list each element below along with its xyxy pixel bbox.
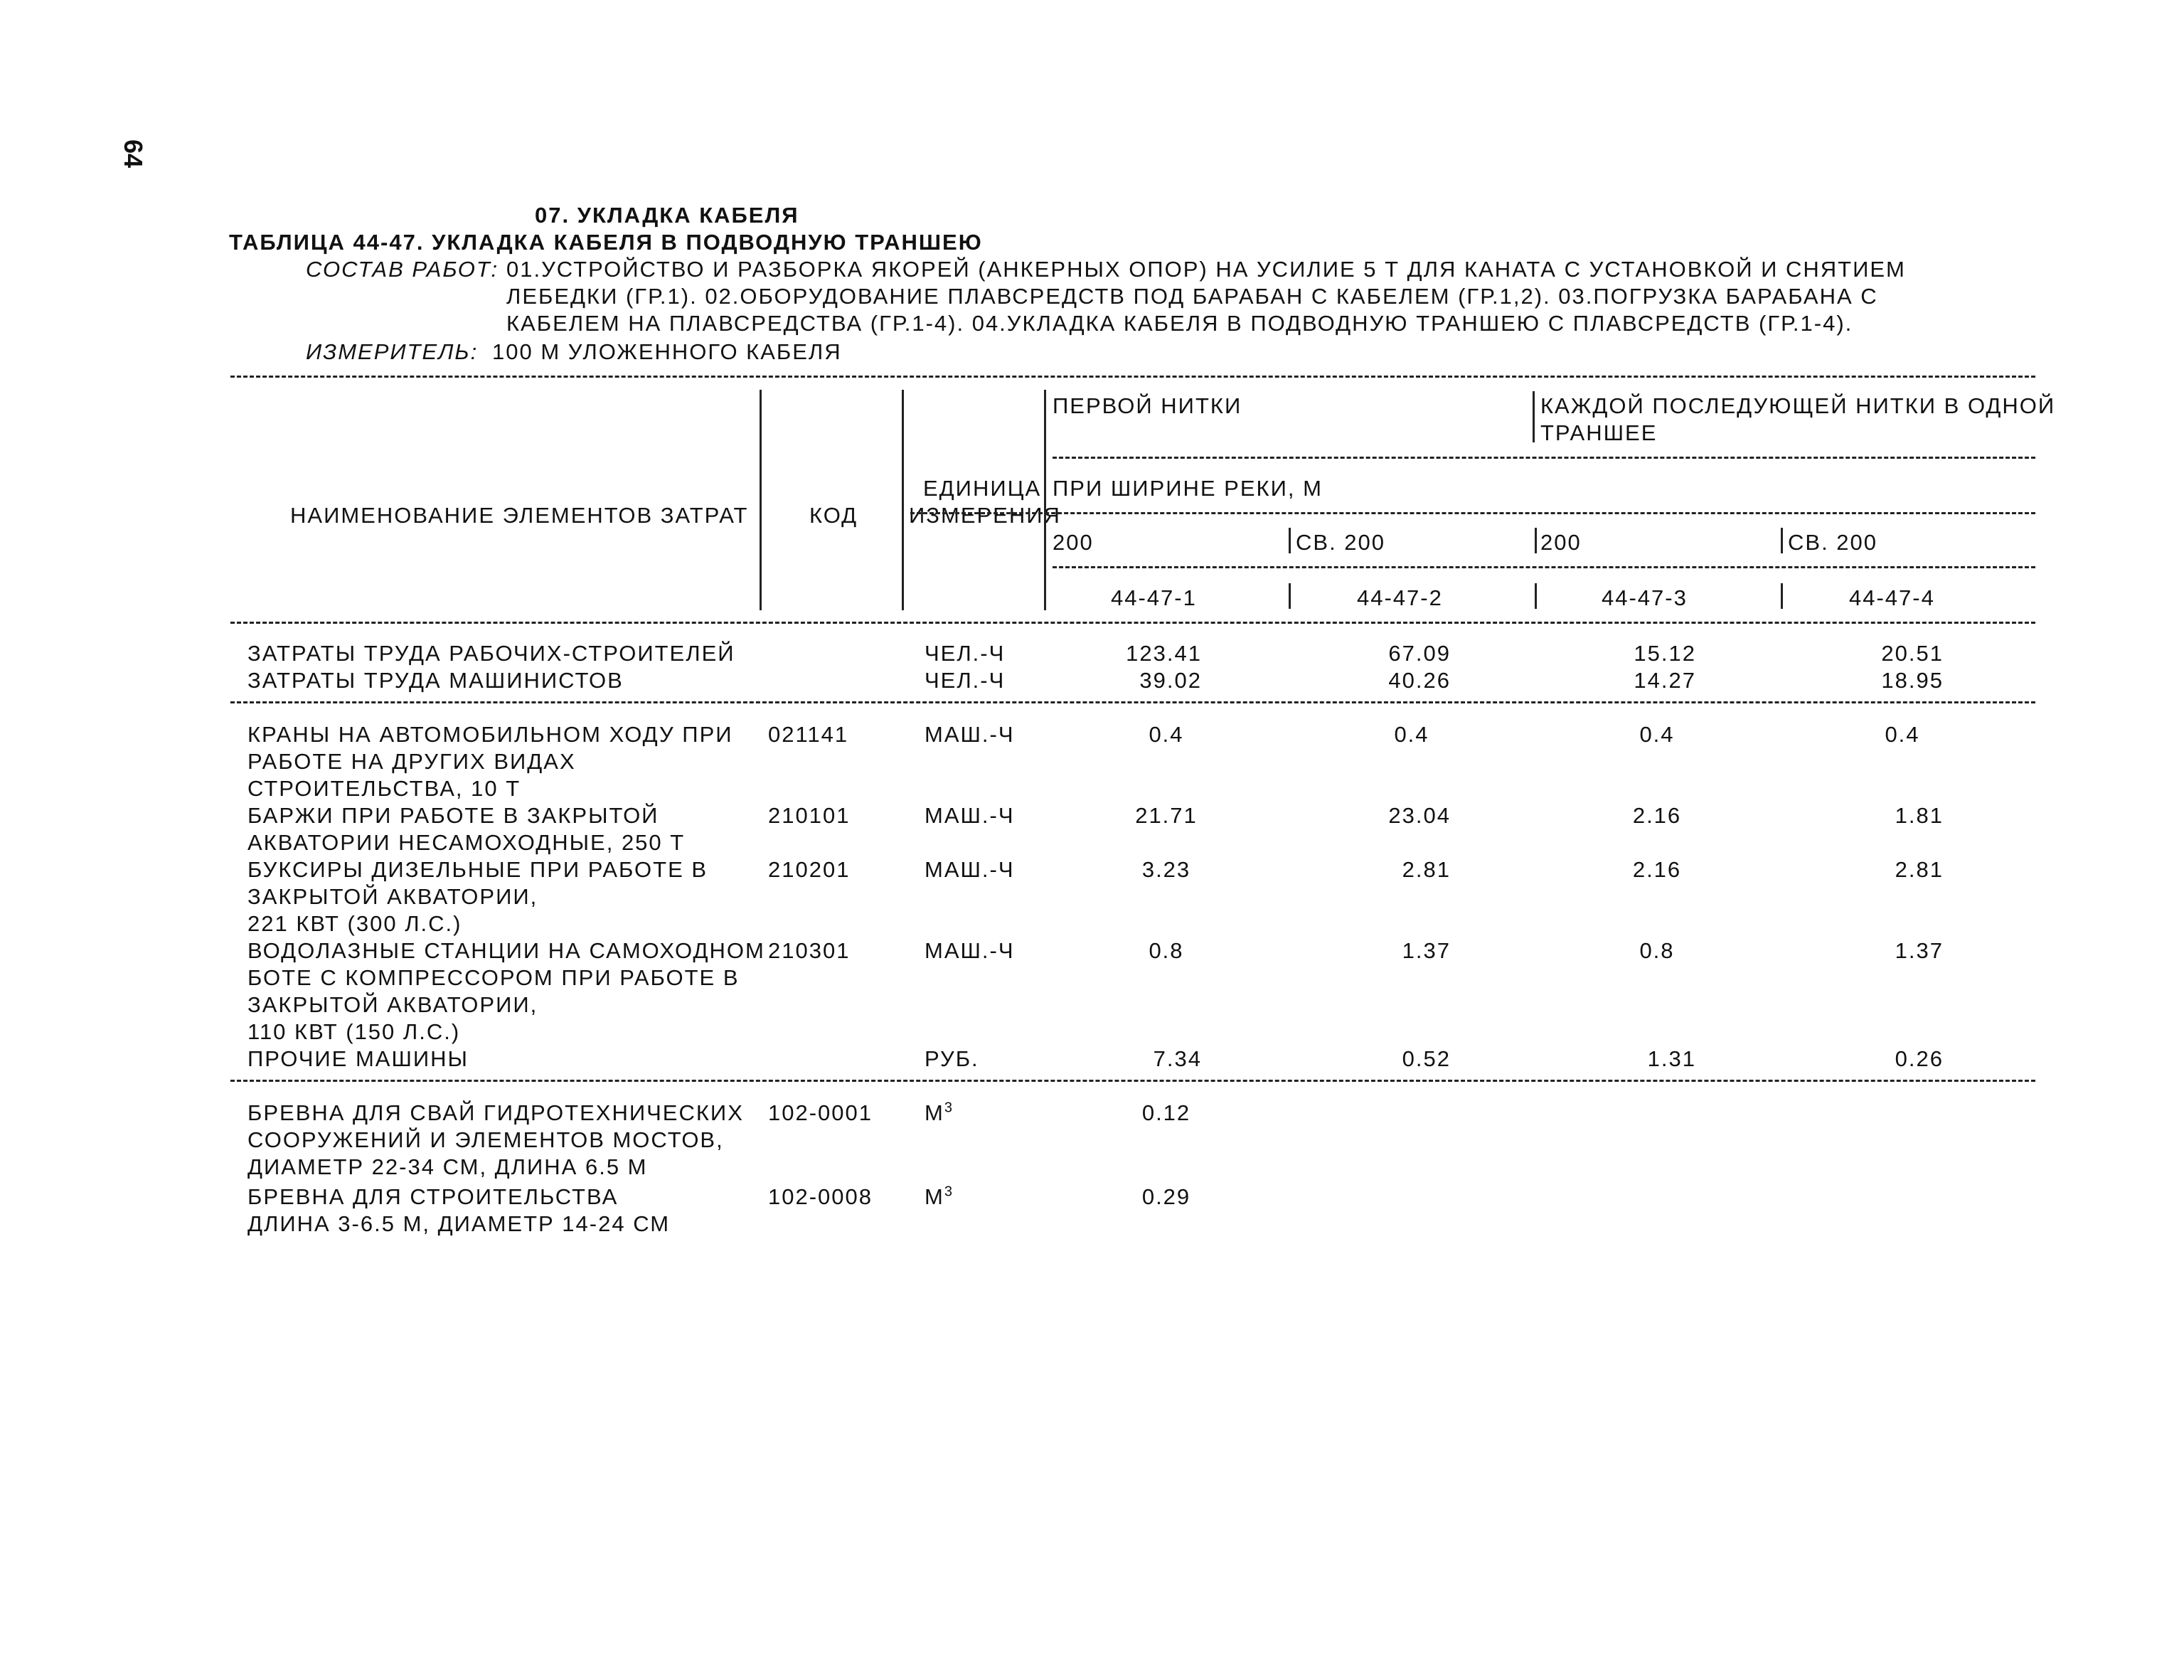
material-row-1-unit-sup: 3 xyxy=(944,1100,954,1116)
machine-row-1-v4: 0.4 xyxy=(1885,722,1920,747)
material-row-1-unit-base: М xyxy=(925,1100,944,1125)
header-separator-next xyxy=(1533,391,1535,442)
machine-row-3-name-2: ЗАКРЫТОЙ АКВАТОРИИ, xyxy=(247,884,538,909)
header-unit-1: ЕДИНИЦА xyxy=(923,476,1042,501)
labor-row-2-unit: ЧЕЛ.-Ч xyxy=(925,668,1006,693)
header-width-4: СВ. 200 xyxy=(1788,530,1878,555)
header-width-2: СВ. 200 xyxy=(1296,530,1386,555)
machine-row-2-unit: МАШ.-Ч xyxy=(925,803,1015,828)
header-separator-w2 xyxy=(1289,528,1291,553)
machine-row-3-v2: 2.81 xyxy=(1402,857,1451,882)
works-line-2: ЛЕБЕДКИ (ГР.1). 02.ОБОРУДОВАНИЕ ПЛАВСРЕДСТВ ПОД БАРАБАН С КАБЕЛЕМ (ГР.1,2). 03.ПОГРУЗКА БАРАБАНА С xyxy=(506,284,1878,309)
header-rule-2 xyxy=(910,512,2035,514)
material-row-2-value: 0.29 xyxy=(1141,1184,1191,1209)
header-code: КОД xyxy=(809,503,858,528)
header-col-code-1: 44-47-1 xyxy=(1111,585,1197,610)
machine-row-3-name-1: БУКСИРЫ ДИЗЕЛЬНЫЕ ПРИ РАБОТЕ В xyxy=(247,857,708,882)
machine-row-1-code: 021141 xyxy=(768,722,849,747)
machine-row-4-name-4: 110 КВТ (150 Л.С.) xyxy=(247,1019,461,1044)
machines-bottom-rule xyxy=(230,1080,2035,1082)
machine-row-4-v2: 1.37 xyxy=(1402,938,1451,963)
labor-row-1-v3: 15.12 xyxy=(1634,641,1696,666)
header-next-thread-2: ТРАНШЕЕ xyxy=(1540,420,1658,445)
labor-row-2-v2: 40.26 xyxy=(1388,668,1451,693)
labor-row-1-v2: 67.09 xyxy=(1388,641,1451,666)
machine-row-5-v4: 0.26 xyxy=(1895,1046,1944,1071)
machine-row-1-unit: МАШ.-Ч xyxy=(925,722,1015,747)
works-line-1: 01.УСТРОЙСТВО И РАЗБОРКА ЯКОРЕЙ (АНКЕРНЫХ ОПОР) НА УСИЛИЕ 5 Т ДЛЯ КАНАТА С УСТАНОВКОЙ И СНЯТИЕМ xyxy=(506,257,1906,282)
header-width-1: 200 xyxy=(1053,530,1094,555)
table-title: ТАБЛИЦА 44-47. УКЛАДКА КАБЕЛЯ В ПОДВОДНУЮ ТРАНШЕЮ xyxy=(229,230,983,255)
machine-row-1-name-1: КРАНЫ НА АВТОМОБИЛЬНОМ ХОДУ ПРИ xyxy=(247,722,733,747)
header-separator-c2 xyxy=(1289,583,1291,609)
labor-row-1-name: ЗАТРАТЫ ТРУДА РАБОЧИХ-СТРОИТЕЛЕЙ xyxy=(247,641,735,666)
machine-row-5-v2: 0.52 xyxy=(1402,1046,1451,1071)
header-rule-1 xyxy=(1053,457,2035,459)
machine-row-2-v1: 21.71 xyxy=(1135,803,1198,828)
machine-row-3-v3: 2.16 xyxy=(1632,857,1682,882)
machine-row-5-v3: 1.31 xyxy=(1647,1046,1696,1071)
material-row-2-name-2: ДЛИНА 3-6.5 М, ДИАМЕТР 14-24 СМ xyxy=(247,1211,671,1236)
machine-row-2-code: 210101 xyxy=(768,803,851,828)
machine-row-1-name-3: СТРОИТЕЛЬСТВА, 10 Т xyxy=(247,776,521,801)
material-row-1-unit xyxy=(925,1100,954,1127)
material-row-2-name-1: БРЕВНА ДЛЯ СТРОИТЕЛЬСТВА xyxy=(247,1184,619,1209)
labor-row-2-v3: 14.27 xyxy=(1634,668,1696,693)
machine-row-4-name-2: БОТЕ С КОМПРЕССОРОМ ПРИ РАБОТЕ В xyxy=(247,965,740,990)
machine-row-1-v2: 0.4 xyxy=(1394,722,1429,747)
machine-row-2-name-1: БАРЖИ ПРИ РАБОТЕ В ЗАКРЫТОЙ xyxy=(247,803,659,828)
header-river-width: ПРИ ШИРИНЕ РЕКИ, М xyxy=(1053,476,1323,501)
header-separator-c4 xyxy=(1781,583,1783,609)
material-row-1-name-3: ДИАМЕТР 22-34 СМ, ДЛИНА 6.5 М xyxy=(247,1154,648,1179)
meter-value: 100 М УЛОЖЕННОГО КАБЕЛЯ xyxy=(492,339,842,364)
machine-row-3-code: 210201 xyxy=(768,857,851,882)
header-separator-c3 xyxy=(1535,583,1537,609)
header-rule-3 xyxy=(1053,566,2035,568)
meter-label: ИЗМЕРИТЕЛЬ: xyxy=(306,339,479,364)
labor-row-2-v1: 39.02 xyxy=(1139,668,1202,693)
machine-row-5-v1: 7.34 xyxy=(1153,1046,1202,1071)
material-row-1-value: 0.12 xyxy=(1141,1100,1191,1125)
machine-row-4-name-1: ВОДОЛАЗНЫЕ СТАНЦИИ НА САМОХОДНОМ xyxy=(247,938,765,963)
machine-row-2-v4: 1.81 xyxy=(1895,803,1944,828)
machine-row-3-v1: 3.23 xyxy=(1141,857,1191,882)
header-separator-w4 xyxy=(1781,528,1783,553)
machine-row-1-v3: 0.4 xyxy=(1639,722,1675,747)
labor-row-2-name: ЗАТРАТЫ ТРУДА МАШИНИСТОВ xyxy=(247,668,624,693)
machine-row-4-unit: МАШ.-Ч xyxy=(925,938,1015,963)
machine-row-3-name-3: 221 КВТ (300 Л.С.) xyxy=(247,911,462,936)
labor-bottom-rule xyxy=(230,701,2035,703)
labor-row-1-v1: 123.41 xyxy=(1126,641,1202,666)
material-row-1-name-1: БРЕВНА ДЛЯ СВАЙ ГИДРОТЕХНИЧЕСКИХ xyxy=(247,1100,744,1125)
header-separator-w3 xyxy=(1535,528,1537,553)
machine-row-1-v1: 0.4 xyxy=(1149,722,1184,747)
header-width-3: 200 xyxy=(1540,530,1582,555)
material-row-1-name-2: СООРУЖЕНИЙ И ЭЛЕМЕНТОВ МОСТОВ, xyxy=(247,1127,724,1152)
header-unit-2: ИЗМЕРЕНИЯ xyxy=(909,503,1061,528)
machine-row-5-unit: РУБ. xyxy=(925,1046,979,1071)
header-col-code-4: 44-47-4 xyxy=(1849,585,1935,610)
machine-row-4-v3: 0.8 xyxy=(1639,938,1675,963)
machine-row-1-name-2: РАБОТЕ НА ДРУГИХ ВИДАХ xyxy=(247,749,576,774)
machine-row-5-name-1: ПРОЧИЕ МАШИНЫ xyxy=(247,1046,469,1071)
material-row-2-unit-sup: 3 xyxy=(944,1184,954,1200)
machine-row-4-code: 210301 xyxy=(768,938,851,963)
machine-row-4-v4: 1.37 xyxy=(1895,938,1944,963)
labor-row-1-unit: ЧЕЛ.-Ч xyxy=(925,641,1006,666)
works-line-3: КАБЕЛЕМ НА ПЛАВСРЕДСТВА (ГР.1-4). 04.УКЛАДКА КАБЕЛЯ В ПОДВОДНУЮ ТРАНШЕЮ С ПЛАВСРЕДСТВ (ГР.1-4). xyxy=(506,311,1853,336)
machine-row-2-name-2: АКВАТОРИИ НЕСАМОХОДНЫЕ, 250 Т xyxy=(247,830,686,855)
header-bottom-rule xyxy=(230,622,2035,624)
header-top-rule xyxy=(230,376,2035,378)
material-row-2-unit-base: М xyxy=(925,1184,944,1209)
header-next-thread-1: КАЖДОЙ ПОСЛЕДУЮЩЕЙ НИТКИ В ОДНОЙ xyxy=(1540,393,2056,418)
header-name: НАИМЕНОВАНИЕ ЭЛЕМЕНТОВ ЗАТРАТ xyxy=(290,503,749,528)
header-col-code-2: 44-47-2 xyxy=(1357,585,1443,610)
header-separator-unit xyxy=(902,390,904,610)
material-row-2-unit xyxy=(925,1184,954,1211)
section-title: 07. УКЛАДКА КАБЕЛЯ xyxy=(535,203,799,228)
header-separator-values xyxy=(1044,390,1046,610)
material-row-1-code: 102-0001 xyxy=(768,1100,873,1125)
machine-row-2-v3: 2.16 xyxy=(1632,803,1682,828)
machine-row-4-v1: 0.8 xyxy=(1149,938,1184,963)
page-number: 64 xyxy=(119,139,148,169)
header-first-thread: ПЕРВОЙ НИТКИ xyxy=(1053,393,1242,418)
machine-row-2-v2: 23.04 xyxy=(1388,803,1451,828)
labor-row-1-v4: 20.51 xyxy=(1881,641,1944,666)
works-label: СОСТАВ РАБОТ: xyxy=(306,257,499,282)
machine-row-3-unit: МАШ.-Ч xyxy=(925,857,1015,882)
material-row-2-code: 102-0008 xyxy=(768,1184,873,1209)
machine-row-3-v4: 2.81 xyxy=(1895,857,1944,882)
labor-row-2-v4: 18.95 xyxy=(1881,668,1944,693)
machine-row-4-name-3: ЗАКРЫТОЙ АКВАТОРИИ, xyxy=(247,992,538,1017)
header-col-code-3: 44-47-3 xyxy=(1602,585,1688,610)
header-separator-code xyxy=(760,390,762,610)
